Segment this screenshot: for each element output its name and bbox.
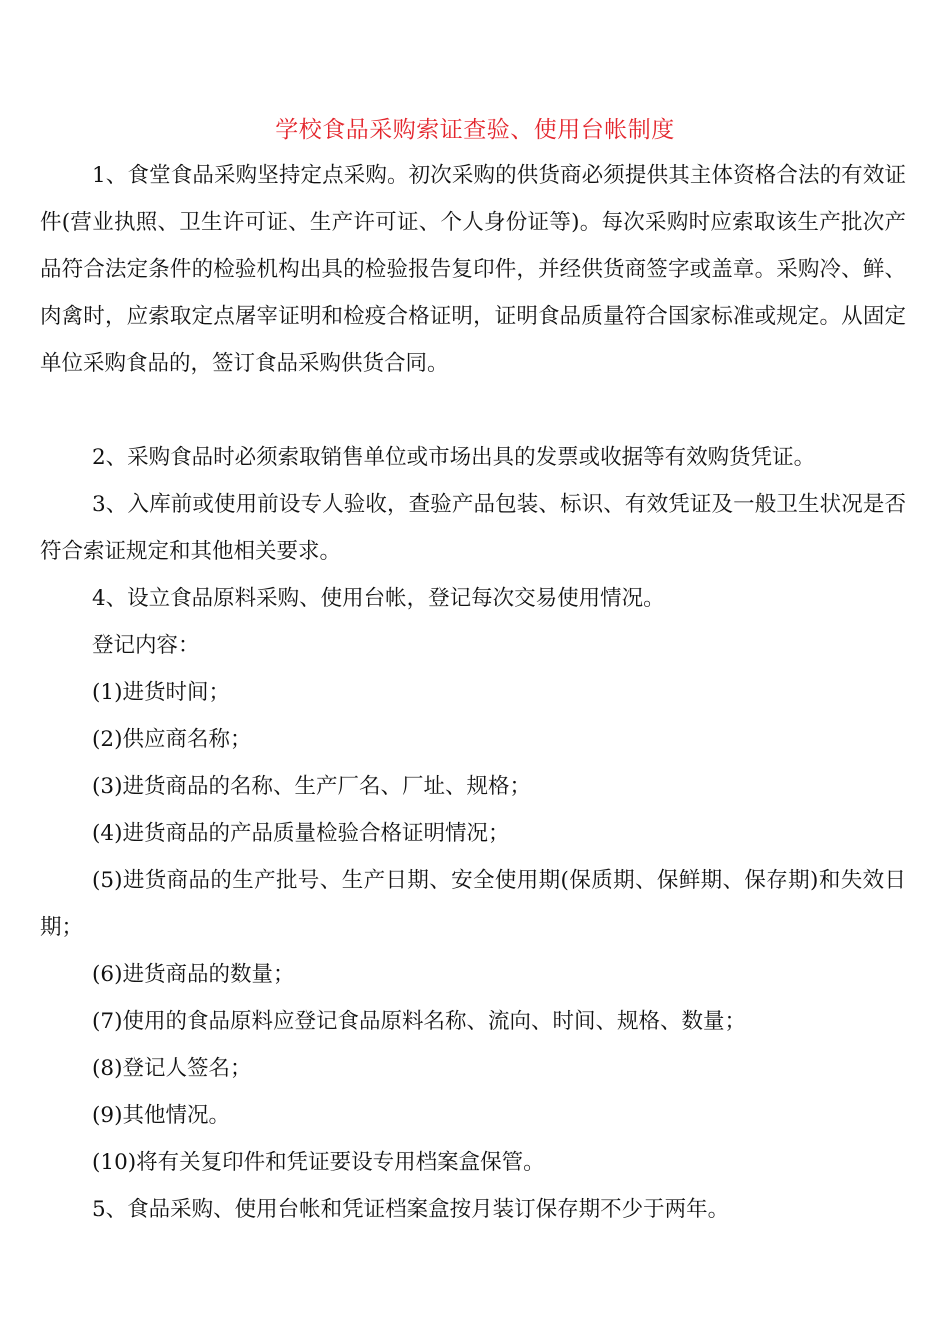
register-item: (2)供应商名称；	[92, 727, 252, 752]
register-item: (3)进货商品的名称、生产厂名、厂址、规格；	[92, 774, 531, 799]
register-item: (5)进货商品的生产批号、生产日期、安全使用期(保质期、保鲜期、保存期)和失效日期；	[40, 868, 906, 940]
register-heading: 登记内容：	[92, 633, 200, 658]
register-item: (4)进货商品的产品质量检验合格证明情况；	[92, 821, 510, 846]
paragraph-item-5: 5、食品采购、使用台帐和凭证档案盒按月装订保存期不少于两年。	[92, 1197, 730, 1222]
register-item: (9)其他情况。	[92, 1103, 230, 1128]
register-item: (6)进货商品的数量；	[92, 962, 295, 987]
document-title: 学校食品采购索证查验、使用台帐制度	[275, 117, 675, 143]
register-item: (1)进货时间；	[92, 680, 230, 705]
paragraph-item-1: 1、食堂食品采购坚持定点采购。初次采购的供货商必须提供其主体资格合法的有效证件(营业执照、卫生许可证、生产许可证、个人身份证等)。每次采购时应索取该生产批次产品符合法定条件的检验机构出具的检验报告复印件，并经供货商签字或盖章。采购冷、鲜、肉禽时，应索取定点屠宰证明和检疫合格证明，证明食品质量符合国家标准或规定。从固定单位采购食品的，签订食品采购供货合同。	[40, 163, 906, 376]
paragraph-item-3: 3、入库前或使用前设专人验收，查验产品包装、标识、有效凭证及一般卫生状况是否符合索证规定和其他相关要求。	[40, 492, 906, 564]
register-item: (7)使用的食品原料应登记食品原料名称、流向、时间、规格、数量；	[92, 1009, 746, 1034]
register-item: (10)将有关复印件和凭证要设专用档案盒保管。	[92, 1150, 545, 1175]
register-item: (8)登记人签名；	[92, 1056, 252, 1081]
paragraph-item-4: 4、设立食品原料采购、使用台帐，登记每次交易使用情况。	[92, 586, 665, 611]
paragraph-item-2: 2、采购食品时必须索取销售单位或市场出具的发票或收据等有效购货凭证。	[92, 445, 816, 470]
